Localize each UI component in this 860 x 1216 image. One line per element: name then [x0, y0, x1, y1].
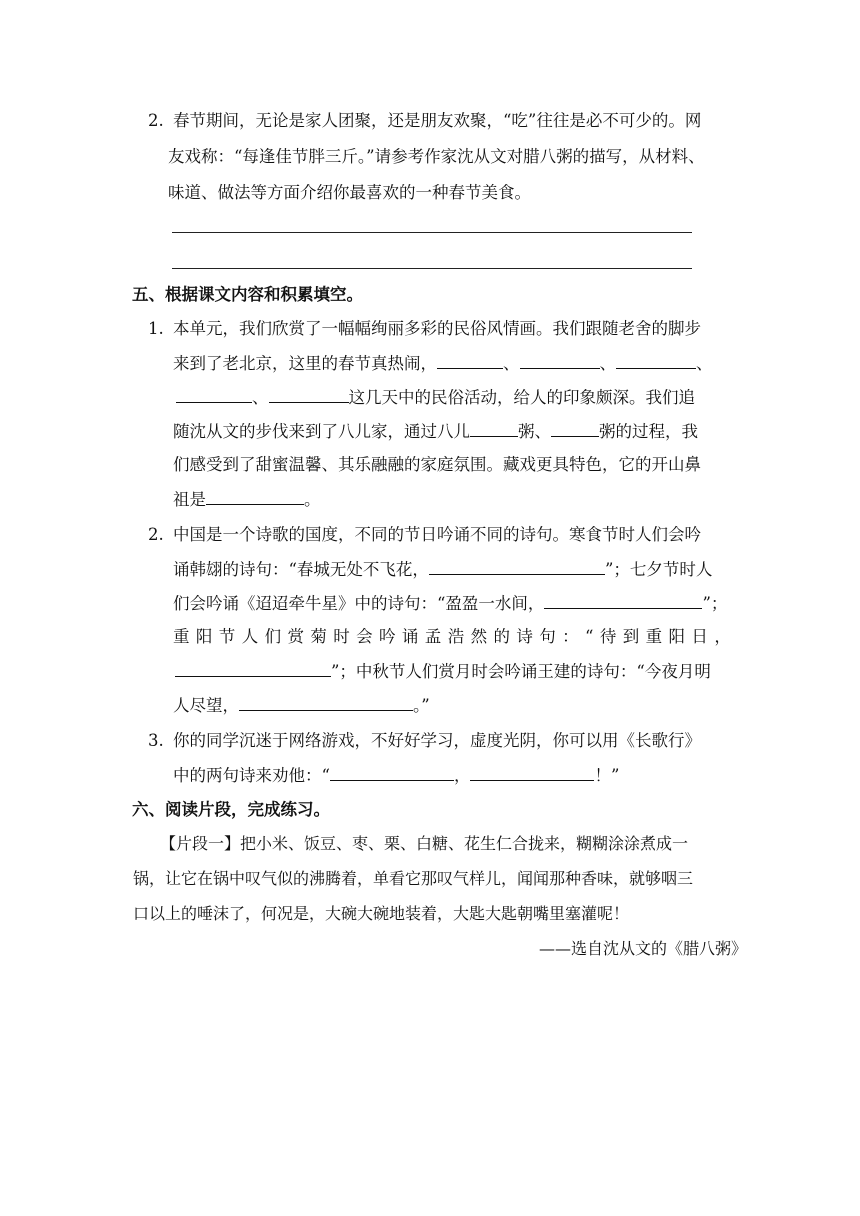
fill-blank[interactable] — [206, 489, 304, 505]
fill-blank[interactable] — [239, 695, 413, 711]
text-span: 这几天中的民俗活动，给人的印象颇深。我们追 — [348, 388, 695, 407]
section-heading: 六、阅读片段，完成练习。 — [132, 800, 330, 819]
text-span: ， — [453, 766, 471, 785]
justified-char: 们 — [264, 627, 282, 646]
text-span: 。 — [304, 490, 321, 509]
passage-source: ——选自沈从文的《腊八粥》 — [538, 939, 747, 958]
question-text-line — [175, 661, 711, 682]
section-heading: 五、根据课文内容和积累填空。 — [132, 285, 363, 304]
justified-char: 阳 — [668, 627, 686, 646]
text-span: 粥、 — [518, 422, 551, 441]
text-span: 人尽望， — [173, 696, 239, 715]
fill-blank[interactable] — [437, 353, 503, 369]
justified-char: 人 — [241, 627, 259, 646]
question-number: 3. — [148, 731, 164, 750]
justified-char: 到 — [622, 627, 640, 646]
justified-char: 阳 — [195, 627, 213, 646]
fill-blank[interactable] — [544, 593, 702, 609]
fill-blank[interactable] — [470, 421, 518, 437]
fill-blank[interactable] — [429, 559, 605, 575]
justified-char: 会 — [356, 627, 373, 646]
question-text-line: 味道、做法等方面介绍你最喜欢的一种春节美食。 — [168, 183, 531, 202]
fill-blank[interactable] — [551, 421, 599, 437]
justified-char: 诵 — [401, 627, 419, 646]
text-span: ”；中秋节人们赏月时会吟诵王建的诗句：“今夜月明 — [331, 662, 711, 681]
justified-char: 浩 — [447, 627, 465, 646]
text-span: 粥的过程，我 — [599, 422, 698, 441]
question-text-line — [173, 489, 321, 510]
text-span: 诵韩翃的诗句：“春城无处不飞花， — [173, 560, 429, 579]
answer-line[interactable] — [172, 232, 692, 233]
fill-blank[interactable] — [330, 765, 454, 781]
text-span: 随沈从文的步伐来到了八儿家，通过八儿 — [173, 422, 470, 441]
question-text-line — [173, 593, 727, 614]
text-span: 、 — [252, 388, 269, 407]
text-span: 、 — [696, 354, 713, 373]
text-span: ！” — [594, 766, 620, 785]
fill-blank[interactable] — [269, 387, 349, 403]
justified-char: 节 — [218, 627, 236, 646]
text-span: 、 — [599, 354, 616, 373]
text-span: 中的两句诗来劝他：“ — [173, 766, 330, 785]
text-span: 。” — [413, 696, 430, 715]
fill-blank[interactable] — [176, 387, 252, 403]
justified-char: 诗 — [516, 627, 533, 646]
justified-char: ， — [714, 627, 731, 646]
question-text-line: 春节期间，无论是家人团聚，还是朋友欢聚，“吃”往往是必不可少的。网 — [173, 111, 702, 130]
justified-char: 孟 — [424, 627, 442, 646]
justified-char: 然 — [470, 627, 488, 646]
question-text-line — [173, 627, 731, 647]
question-text-line: 你的同学沉迷于网络游戏，不好好学习，虚度光阴，你可以用《长歌行》 — [173, 731, 701, 750]
answer-line[interactable] — [172, 268, 692, 269]
justified-char: 时 — [333, 627, 350, 646]
question-number: 1. — [148, 319, 164, 338]
passage-line: 锅，让它在锅中叹气似的沸腾着，单看它那叹气样儿，闻闻那种香味，就够咽三 — [133, 869, 694, 888]
question-number: 2. — [148, 525, 164, 544]
question-text-line: 中国是一个诗歌的国度，不同的节日吟诵不同的诗句。寒食节时人们会吟 — [173, 525, 701, 544]
question-text-line: 本单元，我们欣赏了一幅幅绚丽多彩的民俗风情画。我们跟随老舍的脚步 — [173, 319, 701, 338]
justified-char: 句 — [539, 627, 556, 646]
justified-char: 菊 — [310, 627, 327, 646]
justified-char: 日 — [691, 627, 708, 646]
justified-char: ： — [562, 627, 579, 646]
justified-char: 的 — [493, 627, 510, 646]
question-number: 2. — [148, 111, 164, 130]
question-text-line — [173, 421, 698, 442]
justified-char: “ — [585, 627, 594, 646]
justified-char: 吟 — [379, 627, 396, 646]
text-span: ”；七夕节时人 — [604, 560, 713, 579]
question-text-line: 们感受到了甜蜜温馨、其乐融融的家庭氛围。藏戏更具特色，它的开山鼻 — [173, 455, 701, 474]
text-span: 、 — [503, 354, 520, 373]
justified-char: 重 — [645, 627, 663, 646]
question-text-line — [176, 387, 695, 408]
justified-char: 待 — [599, 627, 617, 646]
fill-blank[interactable] — [175, 661, 331, 677]
text-span: 们会吟诵《迢迢牵牛星》中的诗句：“盈盈一水间， — [173, 594, 545, 613]
fill-blank[interactable] — [470, 765, 594, 781]
fill-blank[interactable] — [616, 353, 696, 369]
passage-line: 口以上的唾沫了，何况是，大碗大碗地装着，大匙大匙朝嘴里塞灌呢！ — [133, 904, 630, 923]
text-span: ”； — [702, 594, 728, 613]
question-text-line — [173, 765, 619, 786]
question-text-line — [173, 695, 430, 716]
text-span: 来到了老北京，这里的春节真热闹， — [173, 354, 437, 373]
fill-blank[interactable] — [520, 353, 600, 369]
justified-char: 赏 — [287, 627, 304, 646]
question-text-line — [173, 353, 713, 374]
text-span: 祖是 — [173, 490, 206, 509]
question-text-line — [173, 559, 712, 580]
justified-char: 重 — [173, 627, 190, 646]
question-text-line: 友戏称：“每逢佳节胖三斤。”请参考作家沈从文对腊八粥的描写，从材料、 — [168, 147, 705, 166]
passage-line: 【片段一】把小米、饭豆、枣、栗、白糖、花生仁合拢来，糊糊涂涂煮成一 — [160, 834, 689, 853]
